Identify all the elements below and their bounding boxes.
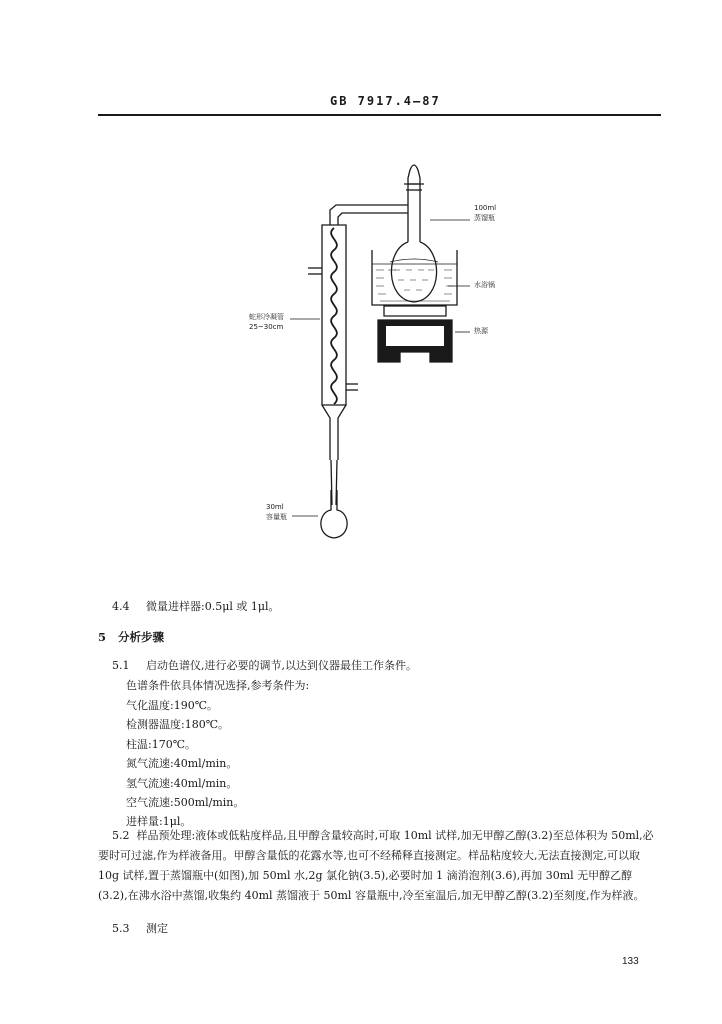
page-header: GB 7917.4—87 bbox=[330, 94, 441, 108]
section-5-1-line: 进样量:1μl。 bbox=[126, 815, 192, 828]
page-number: 133 bbox=[622, 956, 639, 967]
label-coil-condenser: 蛇形冷凝管 bbox=[249, 313, 284, 321]
label-distillation-flask: 蒸馏瓶 bbox=[474, 214, 495, 222]
section-4-4-text: 微量进样器:0.5μl 或 1μl。 bbox=[146, 600, 280, 613]
label-flask-volume: 100ml bbox=[474, 204, 497, 212]
label-receiver-volume: 30ml bbox=[266, 503, 284, 511]
section-5-1-line: 柱温:170℃。 bbox=[126, 738, 197, 751]
section-5-1-number: 5.1 bbox=[112, 659, 130, 672]
section-5-1-line: 氮气流速:40ml/min。 bbox=[126, 757, 238, 770]
label-volumetric-flask: 容量瓶 bbox=[266, 513, 287, 521]
section-5-3-number: 5.3 bbox=[112, 922, 130, 935]
section-5-1-line: 气化温度:190℃。 bbox=[126, 699, 219, 712]
section-5-3-text: 测定 bbox=[146, 922, 168, 935]
section-5-title: 分析步骤 bbox=[118, 630, 164, 644]
label-water-bath: 水浴锅 bbox=[474, 281, 495, 289]
section-5-1-line: 氢气流速:40ml/min。 bbox=[126, 777, 238, 790]
section-5-1-line: 检测器温度:180℃。 bbox=[126, 718, 230, 731]
section-5-1-line: 空气流速:500ml/min。 bbox=[126, 796, 245, 809]
section-5-1-line: 启动色谱仪,进行必要的调节,以达到仪器最佳工作条件。 bbox=[146, 659, 417, 672]
section-4-4-number: 4.4 bbox=[112, 600, 130, 613]
section-5-2-paragraph bbox=[98, 826, 660, 906]
label-heat-source: 热源 bbox=[474, 327, 488, 335]
section-5-number: 5 bbox=[98, 630, 107, 644]
label-condenser-length: 25~30cm bbox=[249, 323, 284, 331]
section-5-2-text: 样品预处理:液体或低粘度样品,且甲醇含量较高时,可取 10ml 试样,加无甲醇乙醇(3.2)至总体积为 50ml,必要时可过滤,作为样液备用。甲醇含量低的花露水等,也可不经稀释直接测定。样品粘度较大,无法直接测定,可以取 10g 试样,置于蒸馏瓶中(如图),加 50ml 水,2g 氯化钠(3.5),必要时加 1 滴消泡剂(3.6),再加 30ml 无甲醇乙醇(3.2),在沸水浴中蒸馏,收集约 40ml 蒸馏液于 50ml 容量瓶中,冷至室温后,加无甲醇乙醇(3.2)至刻度,作为样液。 bbox=[98, 829, 654, 902]
section-5-1-line: 色谱条件依具体情况选择,参考条件为: bbox=[126, 679, 310, 692]
section-5-2-number: 5.2 bbox=[112, 829, 130, 842]
